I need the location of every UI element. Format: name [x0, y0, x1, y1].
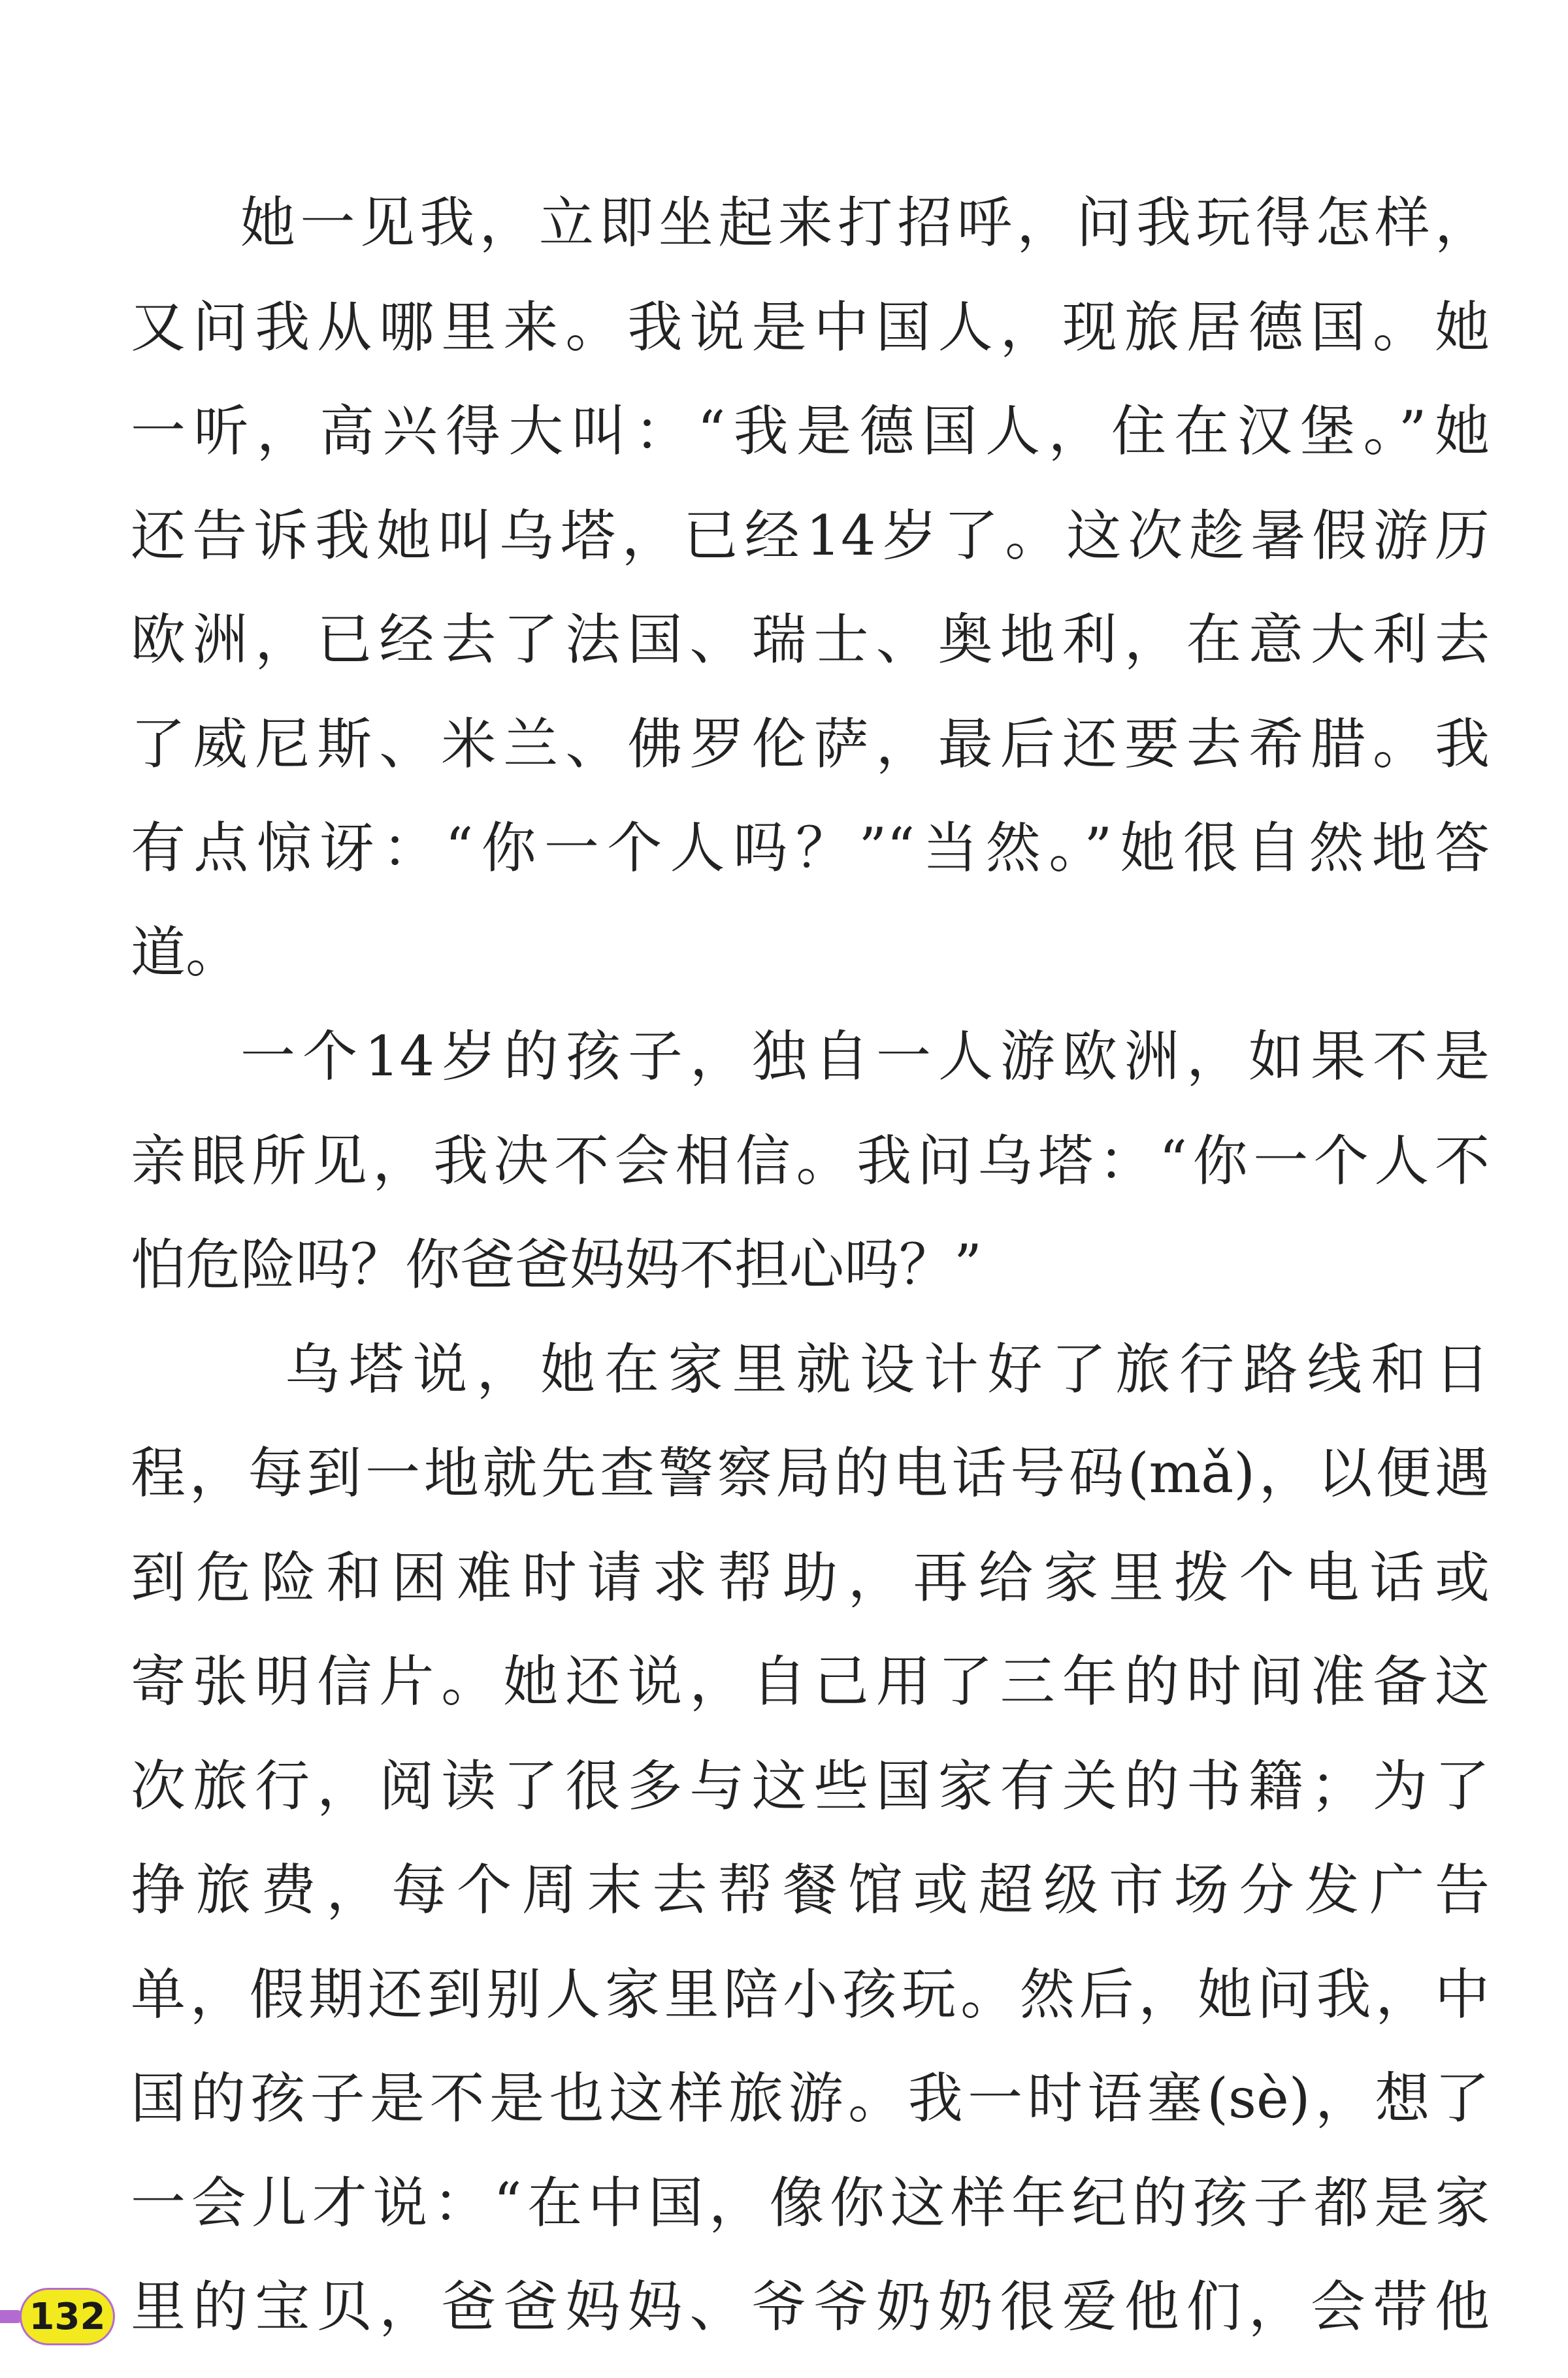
text-line: 了威尼斯、米兰、佛罗伦萨，最后还要去希腊。我 — [131, 711, 1490, 776]
text-line: 单，假期还到别人家里陪小孩玩。然后，她问我，中 — [131, 1962, 1490, 2027]
text-line: 欧洲，已经去了法国、瑞士、奥地利，在意大利去 — [131, 608, 1490, 672]
text-line: 挣旅费，每个周末去帮餐馆或超级市场分发广告 — [131, 1858, 1490, 1922]
text-line: 还告诉我她叫乌塔，已经14岁了。这次趁暑假游历 — [131, 503, 1490, 568]
text-line: 次旅行，阅读了很多与这些国家有关的书籍；为了 — [131, 1753, 1490, 1818]
text-line: 亲眼所见，我决不会相信。我问乌塔：“你一个人不 — [131, 1128, 1490, 1193]
text-line: 一个14岁的孩子，独自一人游欧洲，如果不是 — [240, 1024, 1490, 1088]
text-line: 一听，高兴得大叫：“我是德国人，住在汉堡。”她 — [131, 399, 1490, 463]
page-number: 132 — [20, 2288, 115, 2345]
text-line: 道。 — [131, 920, 241, 985]
page-number-badge — [0, 2288, 115, 2345]
text-line: 国的孩子是不是也这样旅游。我一时语塞(sè)，想了 — [131, 2066, 1490, 2130]
text-line: 一会儿才说：“在中国，像你这样年纪的孩子都是家 — [131, 2170, 1490, 2235]
text-line: 她一见我，立即坐起来打招呼，问我玩得怎样， — [240, 191, 1490, 255]
body-text — [131, 171, 1490, 2360]
text-line: 寄张明信片。她还说，自己用了三年的时间准备这 — [131, 1650, 1490, 1714]
text-line: 里的宝贝，爸爸妈妈、爷爷奶奶很爱他们，会带他 — [131, 2275, 1490, 2339]
text-line: 怕危险吗？你爸爸妈妈不担心吗？” — [131, 1233, 982, 1297]
text-line: 乌塔说，她在家里就设计好了旅行路线和日 — [285, 1337, 1490, 1401]
text-line: 程，每到一地就先查警察局的电话号码(mǎ)，以便遇 — [131, 1441, 1490, 1505]
text-line: 到危险和困难时请求帮助，再给家里拨个电话或 — [131, 1545, 1490, 1610]
text-line: 又问我从哪里来。我说是中国人，现旅居德国。她 — [131, 295, 1490, 359]
text-line: 有点惊讶：“你一个人吗？”“当然。”她很自然地答 — [131, 816, 1490, 880]
